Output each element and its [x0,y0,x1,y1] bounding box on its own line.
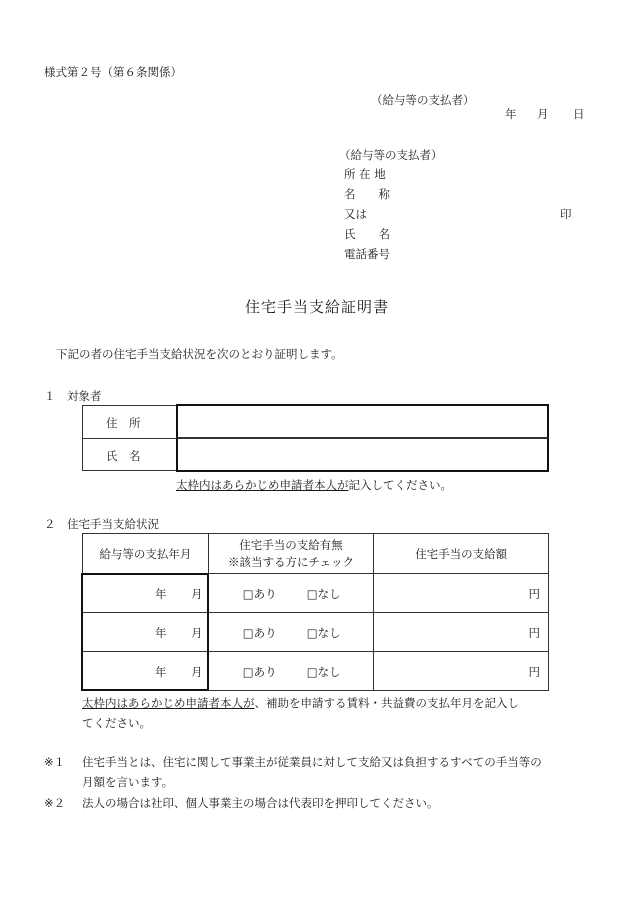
footnote-1-mark: ※１ [44,755,66,769]
status-cell [208,613,374,652]
section2-note-rest-1: 、補助を申請する賃料・共益費の支払年月を記入し [254,696,519,710]
checkbox-no[interactable]: □なし [306,665,341,679]
header-allowance-amount: 住宅手当の支給額 [374,534,549,574]
status-cell [208,652,374,691]
section1-note-rest: 記入してください。 [348,478,452,492]
date-day: 日 [573,107,585,121]
yen-unit: 円 [528,665,540,679]
section2-heading: ２ 住宅手当支給状況 [44,517,159,531]
footnote-2-line1: 法人の場合は社印、個人事業主の場合は代表印を押印してください。 [82,796,439,810]
subject-bold-frame [176,404,549,472]
header-pay-month: 給与等の支払年月 [83,534,209,574]
page-title: 住宅手当支給証明書 [245,298,390,316]
address-label: 住 所 [106,416,141,430]
row-year: 年 [155,587,167,601]
row-month: 月 [191,587,203,601]
checkbox-yes[interactable]: □あり [242,665,277,679]
header-allowance-status-line1: 住宅手当の支給有無 [239,537,343,552]
amount-cell[interactable] [374,574,549,613]
name-label: 氏 名 [106,449,141,463]
payer-phone-label: 電話番号 [344,247,390,261]
pay-month-bold-frame [81,573,209,691]
section2-note [82,693,552,733]
yen-unit: 円 [528,587,540,601]
seal-mark: 印 [560,207,572,221]
section2-note-underlined: 太枠内はあらかじめ申請者本人が [82,696,255,710]
footnote-1-line2: 月額を言います。 [82,775,174,789]
row-month: 月 [191,665,203,679]
status-cell [208,574,374,613]
header-allowance-status [208,534,374,574]
amount-cell[interactable] [374,613,549,652]
subject-bold-divider [176,437,549,438]
section1-note [176,477,452,493]
yen-unit: 円 [528,626,540,640]
amount-cell[interactable] [374,652,549,691]
checkbox-no[interactable]: □なし [306,626,341,640]
checkbox-yes[interactable]: □あり [242,587,277,601]
section2-note-rest-2: てください。 [82,716,151,730]
footnote-2-mark: ※２ [44,796,66,810]
payer-label-top: （給与等の支払者） [371,93,475,107]
payer-or-label: 又は [344,207,367,221]
payer-person-label: 氏 名 [344,227,390,241]
payer-name-label: 名 称 [344,187,390,201]
date-year: 年 [505,107,517,121]
footnote-1-line1: 住宅手当とは、住宅に関して事業主が従業員に対して支給又は負担するすべての手当等の [82,755,542,769]
header-allowance-status-line2: ※該当する方にチェック [227,554,355,569]
row-month: 月 [191,626,203,640]
row-year: 年 [155,665,167,679]
date-month: 月 [537,107,549,121]
address-input[interactable] [191,239,192,240]
payer-label: （給与等の支払者） [339,148,443,162]
form-number: 様式第２号（第６条関係） [44,65,182,79]
section1-note-underlined: 太枠内はあらかじめ申請者本人が [176,478,349,492]
checkbox-yes[interactable]: □あり [242,626,277,640]
intro-text: 下記の者の住宅手当支給状況を次のとおり証明します。 [56,347,343,361]
payer-address-label: 所 在 地 [344,167,386,181]
row-year: 年 [155,626,167,640]
checkbox-no[interactable]: □なし [306,587,341,601]
section1-heading: １ 対象者 [44,389,102,403]
